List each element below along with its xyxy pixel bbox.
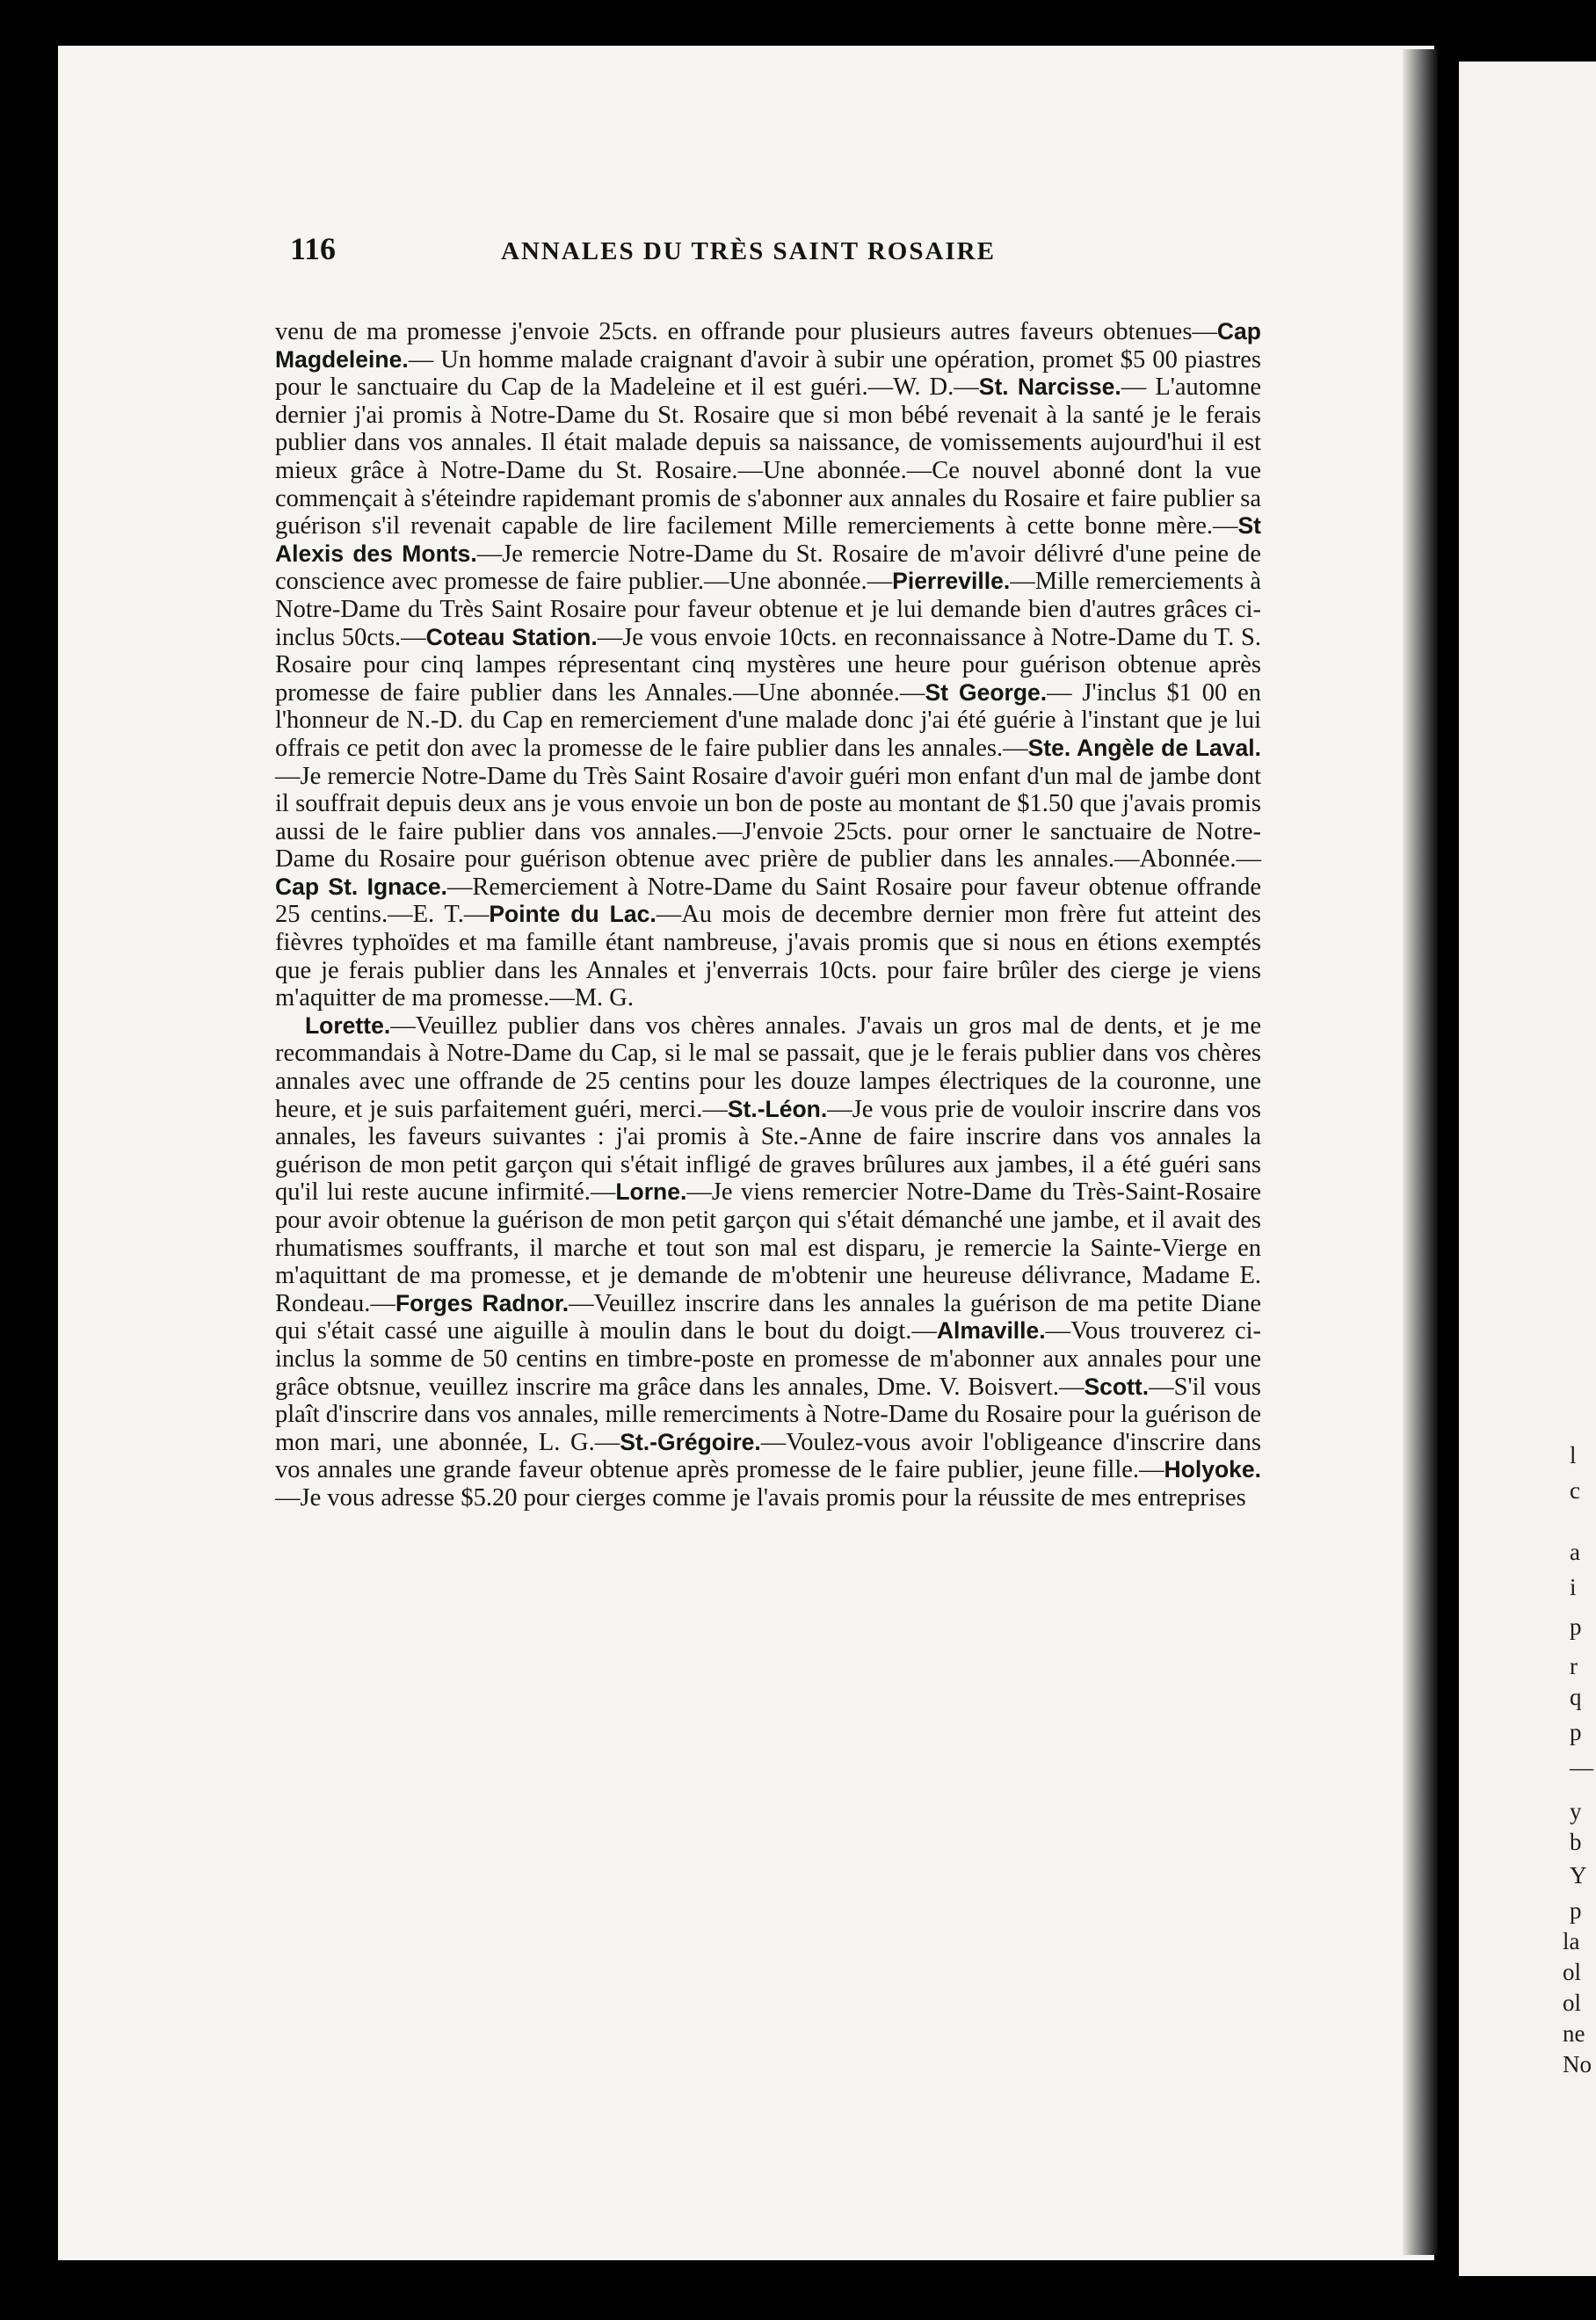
facing-page-fragment: No: [1563, 2051, 1592, 2077]
text-run: —S'il vous plaît d'inscrire dans vos annales, mille remerciments à Notre-Dame du Rosaire pour la guérison de mon mari, une abonnée, L. G.—: [275, 1373, 1261, 1456]
page-header: [290, 230, 1309, 274]
text-run: —Je vous prie de vouloir inscrire dans vos annales, les faveurs suivantes : j'ai promis à Ste.-Anne de faire inscrire dans vos annales la guérison de mon petit garçon qui s'était infligé de graves brûlures aux jambes, il a été guéri sans qu'il lui reste aucune infirmité.—: [275, 1095, 1261, 1207]
text-run: —Vous trouverez ci-inclus la somme de 50 centins en timbre-poste en promesse de m'abonner aux annales pour une grâce obtsnue, veuillez inscrire ma grâce dans les annales, Dme. V. Boisvert.—: [275, 1317, 1261, 1401]
facing-page-fragment: c: [1570, 1477, 1580, 1504]
facing-page-fragment: a: [1570, 1539, 1580, 1565]
facing-page-fragment: Y: [1570, 1862, 1587, 1889]
text-run: —Veuillez inscrire dans les annales la guérison de ma petite Diane qui s'était cassé une aiguille à moulin dans le bout du doigt.—: [275, 1289, 1261, 1345]
place-name: Cap Magdeleine.: [275, 318, 1261, 373]
paragraph-1: [275, 318, 1261, 1012]
text-run: — J'inclus $1 00 en l'honneur de N.-D. du Cap en remerciement d'une malade donc j'ai été guérie à l'instant que je lui offrais ce petit don avec la promesse de le faire publier dans les annales.—: [275, 678, 1261, 762]
text-run: —Remerciement à Notre-Dame du Saint Rosaire pour faveur obtenue offrande 25 centins.—E. T.—: [275, 873, 1261, 929]
place-name: Scott.: [1084, 1373, 1150, 1400]
facing-page-fragment: —: [1570, 1754, 1593, 1780]
facing-page-fragment: p: [1570, 1719, 1582, 1745]
place-name: St.-Grégoire.: [620, 1428, 761, 1455]
place-name: St Alexis des Monts.: [275, 512, 1261, 567]
place-name: Forges Radnor.: [395, 1289, 569, 1316]
text-run: —Je remercie Notre-Dame du Très Saint Rosaire d'avoir guéri mon enfant d'un mal de jambe dont il souffrait depuis deux ans je vous envoie un bon de poste au montant de $1.50 que j'avais promis aussi de le faire publier dans vos annales.—J'envoie 25cts. pour orner le sanctuaire de Notre-Dame du Rosaire pour guérison obtenue avec prière de publier dans les annales.—Abonnée.—: [275, 762, 1261, 874]
text-run: —Mille remerciements à Notre-Dame du Très Saint Rosaire pour faveur obtenue et je lui demande bien d'autres grâces ci-inclus 50cts.—: [275, 568, 1261, 651]
facing-page-fragment: r: [1570, 1653, 1578, 1679]
body-text: [275, 318, 1261, 1512]
text-run: —Je vous adresse $5.20 pour cierges comme je l'avais promis pour la réussite de mes entreprises: [275, 1483, 1246, 1512]
facing-page-fragment: i: [1570, 1574, 1577, 1600]
facing-page-fragment: la: [1563, 1928, 1580, 1954]
place-name: Coteau Station.: [425, 623, 598, 650]
text-run: — L'automne dernier j'ai promis à Notre-Dame du St. Rosaire que si mon bébé revenait à la santé je le ferais publier dans vos annales. Il était malade depuis sa naissance, de vomissements aujourd'hui il est mieux grâce à Notre-Dame du St. Rosaire.—Une abonnée.—Ce nouvel abonné dont la vue commençait à s'éteindre rapidemant promis de s'abonner aux annales du Rosaire et faire publier sa guérison s'il revenait capable de lire facilement Mille remerciements à cette bonne mère.—: [275, 373, 1262, 540]
text-run: —Je remercie Notre-Dame du St. Rosaire de m'avoir délivré d'une peine de conscience avec promesse de faire publier.—Une abonnée.—: [275, 540, 1261, 596]
book-gutter: [1403, 49, 1438, 2255]
text-run: venu de ma promesse j'envoie 25cts. en offrande pour plusieurs autres faveurs obtenues—: [275, 318, 1217, 345]
place-name: Ste. Angèle de Laval.: [1027, 734, 1261, 761]
facing-page-fragment: l: [1570, 1442, 1577, 1468]
text-run: — Un homme malade craignant d'avoir à subir une opération, promet $5 00 piastres pour le sanctuaire du Cap de la Madeleine et il est guéri.—W. D.—: [275, 345, 1261, 402]
facing-page-fragment: p: [1570, 1613, 1582, 1640]
place-name: St.-Léon.: [727, 1095, 828, 1122]
place-name: Pointe du Lac.: [489, 901, 657, 928]
text-run: —Je viens remercier Notre-Dame du Très-Saint-Rosaire pour avoir obtenue la guérison de mon petit garçon qui s'était démanché une jambe, et il avait des rhumatismes souffrants, il marche et tout son mal est disparu, je remercie la Sainte-Vierge en m'aquittant de ma promesse, et je demande de m'obtenir une heureuse délivrance, Madame E. Rondeau.—: [275, 1178, 1261, 1317]
place-name: St George.: [925, 678, 1048, 706]
facing-page-fragment: b: [1570, 1829, 1582, 1855]
place-name: Lorne.: [615, 1178, 687, 1206]
place-name: Lorette.: [305, 1011, 391, 1039]
running-title: ANNALES DU TRÈS SAINT ROSAIRE: [501, 237, 996, 265]
place-name: St. Narcisse.: [978, 373, 1121, 401]
page-number: 116: [290, 231, 337, 266]
text-run: —Je vous envoie 10cts. en reconnaissance à Notre-Dame du T. S. Rosaire pour cinq lampes répresentant cinq mystères une heure pour guérison obtenue après promesse de faire publier dans les Annales.—Une abonnée.—: [275, 623, 1261, 707]
right-page-edge: [1459, 62, 1596, 2276]
facing-page-fragment: ol: [1563, 1990, 1582, 2016]
text-run: —Au mois de decembre dernier mon frère fut atteint des fièvres typhoïdes et ma famille étant nambreuse, j'avais promis que si nous en étions exemptés que je ferais publier dans les Annales et j'enverrais 10cts. pour faire brûler des cierge je viens m'aquitter de ma promesse.—M. G.: [275, 901, 1261, 1012]
paragraph-2: [275, 1012, 1261, 1512]
facing-page-fragment: p: [1570, 1897, 1582, 1924]
text-run: —Voulez-vous avoir l'obligeance d'inscrire dans vos annales une grande faveur obtenue après promesse de le faire publier, jeune fille.—: [275, 1428, 1261, 1484]
facing-page-fragment: ol: [1563, 1959, 1582, 1985]
facing-page-fragment: y: [1570, 1798, 1582, 1824]
place-name: Cap St. Ignace.: [275, 873, 447, 900]
place-name: Almaville.: [936, 1317, 1046, 1345]
facing-page-fragment: q: [1570, 1684, 1582, 1710]
text-run: —Veuillez publier dans vos chères annales. J'avais un gros mal de dents, et je me recommandais à Notre-Dame du Cap, si le mal se passait, que je le ferais publier dans vos chères annales avec une offrande de 25 centins pour les douze lampes électriques de la couronne, une heure, et je suis parfaitement guéri, merci.—: [275, 1011, 1261, 1123]
facing-page-fragment: ne: [1563, 2020, 1585, 2047]
place-name: Holyoke.: [1164, 1456, 1261, 1483]
place-name: Pierreville.: [892, 568, 1011, 595]
